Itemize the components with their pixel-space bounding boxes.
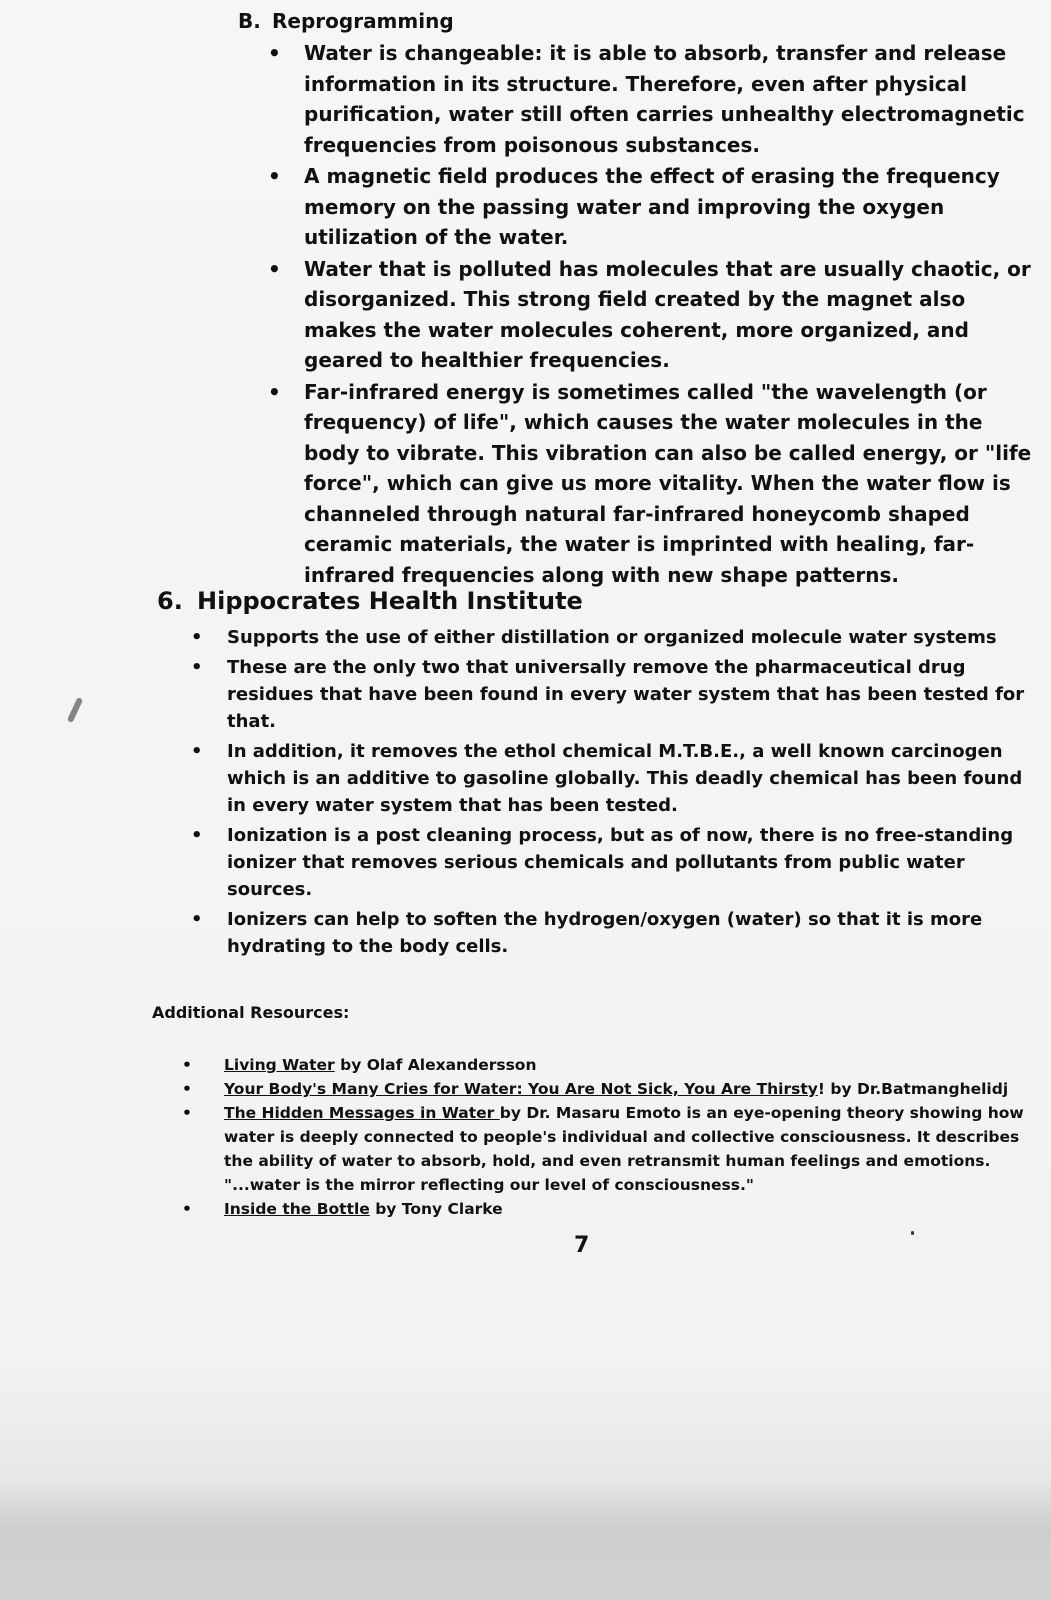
section-title: Hippocrates Health Institute [197, 587, 583, 615]
list-item [157, 822, 1037, 903]
section-hippocrates [157, 586, 1037, 963]
bullet-list [238, 38, 1038, 590]
list-item-text: A magnetic field produces the effect of erasing the frequency memory on the passing water and improving the oxygen utilization of the water. [304, 164, 1000, 249]
section-title: Reprogramming [272, 9, 454, 33]
section-number: 6. [157, 587, 183, 615]
resource-item [170, 1053, 1030, 1077]
resource-title: Living Water [224, 1056, 335, 1074]
bullet-icon: • [191, 657, 203, 678]
bullet-icon: • [268, 379, 281, 404]
list-item [157, 624, 1037, 651]
resource-description: by Olaf Alexandersson [334, 1056, 537, 1074]
bullet-icon: • [182, 1104, 192, 1122]
list-item [238, 38, 1038, 160]
resources-list [170, 1053, 1030, 1221]
scan-shadow [0, 1480, 1051, 1600]
bullet-icon: • [268, 164, 281, 188]
list-item [238, 377, 1038, 591]
bullet-icon: • [268, 256, 281, 281]
list-item [157, 654, 1037, 735]
list-item-text: Water that is polluted has molecules that are usually chaotic, or disorganized. This strong field created by the magnet also makes the water molecules coherent, more organized, and geared to healthier frequencies. [304, 256, 1031, 372]
resource-description: by Tony Clarke [369, 1200, 503, 1218]
list-item-text: These are the only two that universally remove the pharmaceutical drug residues that have been found in every water system that has been tested for that. [227, 657, 1025, 732]
resource-title: The Hidden Messages in Water [224, 1104, 500, 1122]
section-heading [157, 586, 1037, 616]
bullet-list [157, 624, 1037, 960]
list-item-text: Supports the use of either distillation or organized molecule water systems [227, 627, 997, 648]
scan-speck [67, 697, 83, 723]
bullet-icon: • [191, 627, 203, 648]
bullet-icon: • [182, 1056, 192, 1074]
resource-description: by Dr. Masaru Emoto is an eye-opening theory showing how water is deeply connected to people's individual and collective consciousness. It describes the ability of water to absorb, hold, and even retransmit human feelings and emotions. "...water is the mirror reflecting our level of consciousness." [224, 1104, 1024, 1194]
list-item-text: Ionizers can help to soften the hydrogen/oxygen (water) so that it is more hydrating to the body cells. [227, 909, 983, 957]
bullet-icon: • [191, 909, 203, 930]
list-item [157, 906, 1037, 960]
list-item-text: Ionization is a post cleaning process, but as of now, there is no free-standing ionizer that removes serious chemicals and pollutants from public water sources. [227, 825, 1014, 900]
scan-speck [911, 1231, 914, 1235]
section-heading [238, 8, 1038, 34]
additional-resources-heading: Additional Resources: [152, 1003, 350, 1022]
list-item-text: Water is changeable: it is able to absorb, transfer and release information in its structure. Therefore, even after physical purification, water still often carries unhealthy electromagnetic frequencies from poisonous substances. [304, 41, 1025, 157]
list-item [238, 254, 1038, 376]
bullet-icon: • [191, 741, 203, 762]
section-number: B. [238, 9, 261, 33]
section-reprogramming [238, 8, 1038, 591]
bullet-icon: • [268, 41, 281, 65]
resource-title: Inside the Bottle [224, 1200, 370, 1218]
bullet-icon: • [182, 1200, 192, 1218]
resource-item [170, 1077, 1030, 1101]
page-number: 7 [574, 1233, 590, 1258]
list-item-text: In addition, it removes the ethol chemical M.T.B.E., a well known carcinogen which is an additive to gasoline globally. This deadly chemical has been found in every water system that has been tested. [227, 741, 1023, 816]
resource-item [170, 1101, 1030, 1197]
bullet-icon: • [191, 825, 203, 846]
list-item [238, 161, 1038, 253]
bullet-icon: • [182, 1080, 192, 1098]
resource-item [170, 1197, 1030, 1221]
list-item [157, 738, 1037, 819]
list-item-text: Far-infrared energy is sometimes called "the wavelength (or frequency) of life", which causes the water molecules in the body to vibrate. This vibration can also be called energy, or "life force", which can give us more vitality. When the water flow is channeled through natural far-infrared honeycomb shaped ceramic materials, the water is imprinted with healing, far-infrared frequencies along with new shape patterns. [304, 379, 1032, 587]
resource-description: ! by Dr.Batmanghelidj [817, 1080, 1009, 1098]
resource-title: Your Body's Many Cries for Water: You Are Not Sick, You Are Thirsty [224, 1080, 818, 1098]
